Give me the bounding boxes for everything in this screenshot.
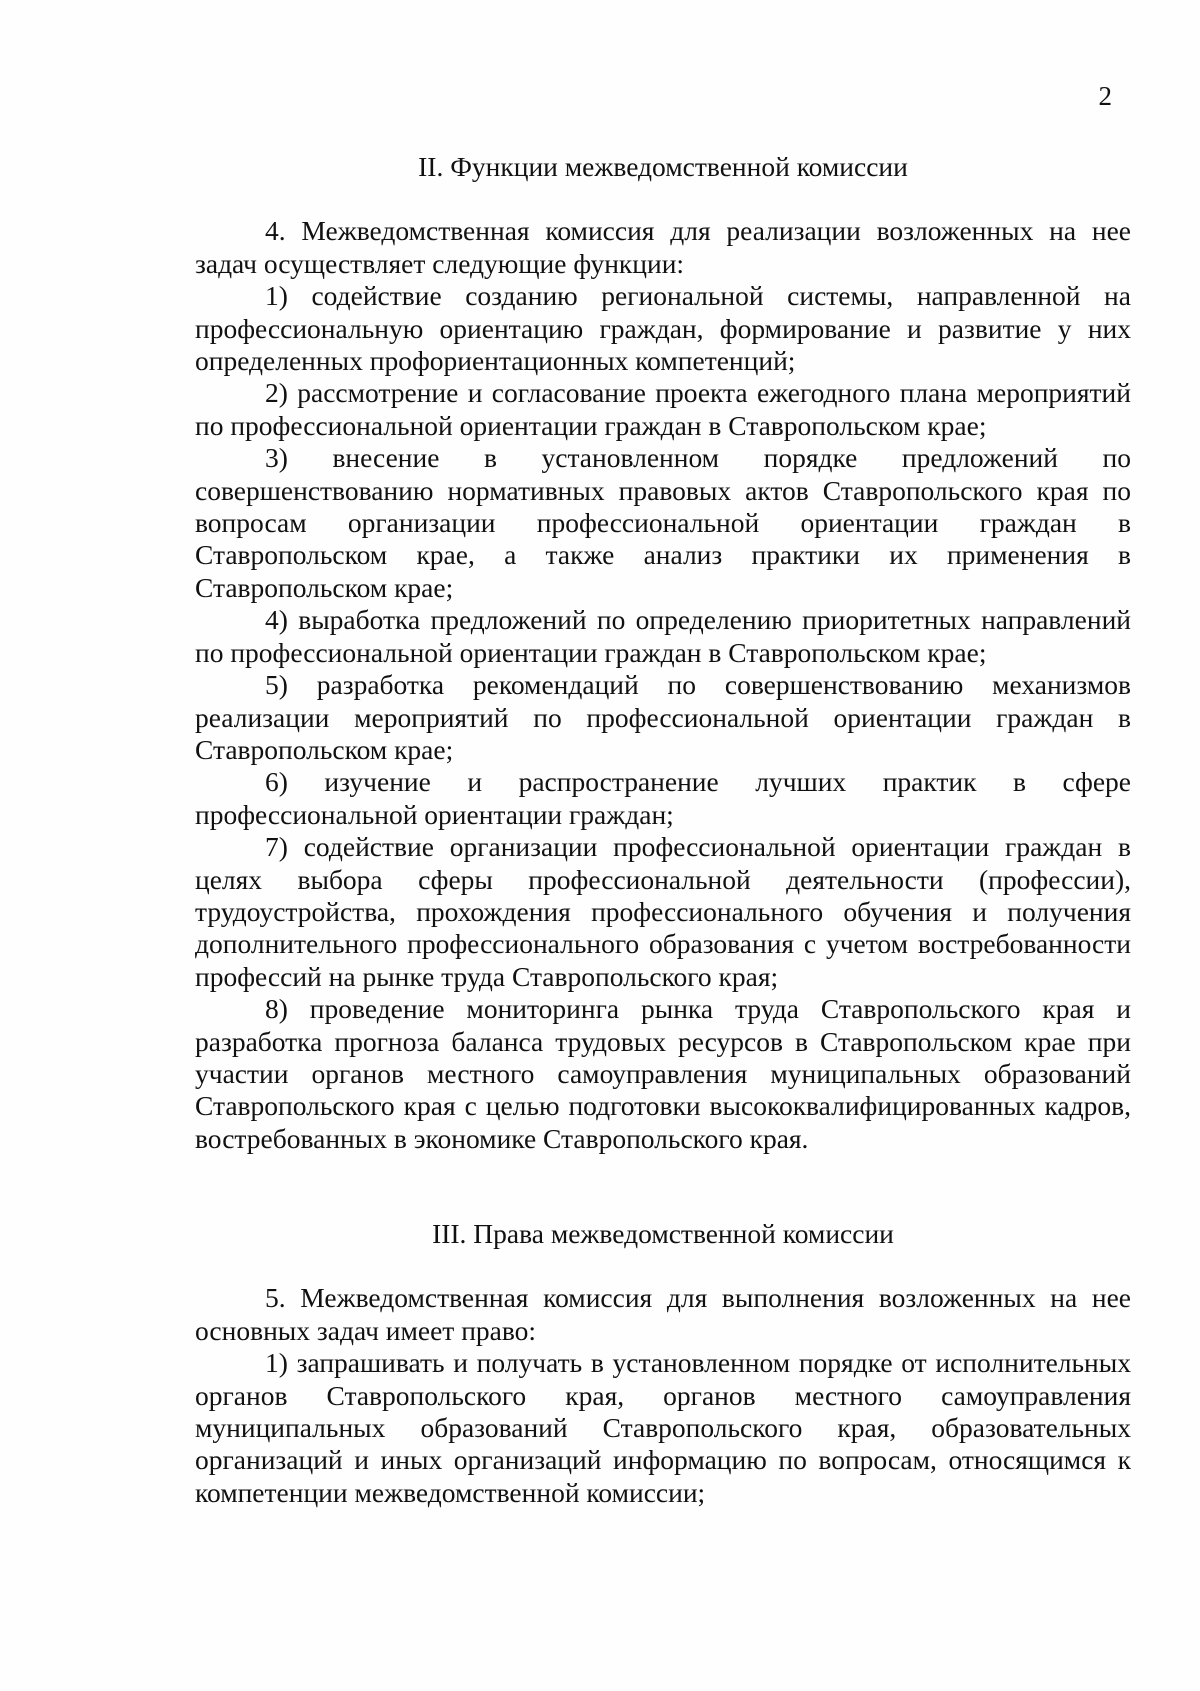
section-functions (195, 151, 1131, 1155)
list-item: 3) внесение в установленном порядке предложений по совершенствованию нормативных правовых актов Ставропольского края по вопросам организации профессиональной ориентации граждан в Ставропольском крае, а также анализ практики их применения в Ставропольском крае; (195, 442, 1131, 603)
list-item: 8) проведение мониторинга рынка труда Ставропольского края и разработка прогноза баланса трудовых ресурсов в Ставропольском крае при участии органов местного самоуправления муниципальных образований Ставропольского края с целью подготовки высококвалифицированных кадров, востребованных в экономике Ставропольского края. (195, 993, 1131, 1154)
list-item: 1) содействие созданию региональной системы, направленной на профессиональную ориентацию граждан, формирование и развитие у них определенных профориентационных компетенций; (195, 280, 1131, 377)
list-item: 6) изучение и распространение лучших практик в сфере профессиональной ориентации граждан; (195, 766, 1131, 830)
page-number: 2 (1098, 81, 1112, 111)
section-heading: II. Функции межведомственной комиссии (418, 151, 908, 182)
list-item: 2) рассмотрение и согласование проекта ежегодного плана мероприятий по профессиональной ориентации граждан в Ставропольском крае; (195, 377, 1131, 441)
section-heading: III. Права межведомственной комиссии (432, 1218, 894, 1249)
list-item: 1) запрашивать и получать в установленном порядке от исполнительных органов Ставропольского края, органов местного самоуправления муниципальных образований Ставропольского края, образовательных организаций и иных организаций информацию по вопросам, относящимся к компетенции межведомственной комиссии; (195, 1347, 1131, 1508)
paragraph: 5. Межведомственная комиссия для выполнения возложенных на нее основных задач имеет право: (195, 1282, 1131, 1346)
paragraph: 4. Межведомственная комиссия для реализации возложенных на нее задач осуществляет следующие функции: (195, 215, 1131, 279)
list-item: 4) выработка предложений по определению приоритетных направлений по профессиональной ориентации граждан в Ставропольском крае; (195, 604, 1131, 668)
list-item: 5) разработка рекомендаций по совершенствованию механизмов реализации мероприятий по профессиональной ориентации граждан в Ставропольском крае; (195, 669, 1131, 765)
section-rights (195, 1218, 1131, 1509)
list-item: 7) содействие организации профессиональной ориентации граждан в целях выбора сферы профессиональной деятельности (профессии), трудоустройства, прохождения профессионального обучения и получения дополнительного профессионального образования с учетом востребованности профессий на рынке труда Ставропольского края; (195, 831, 1131, 992)
